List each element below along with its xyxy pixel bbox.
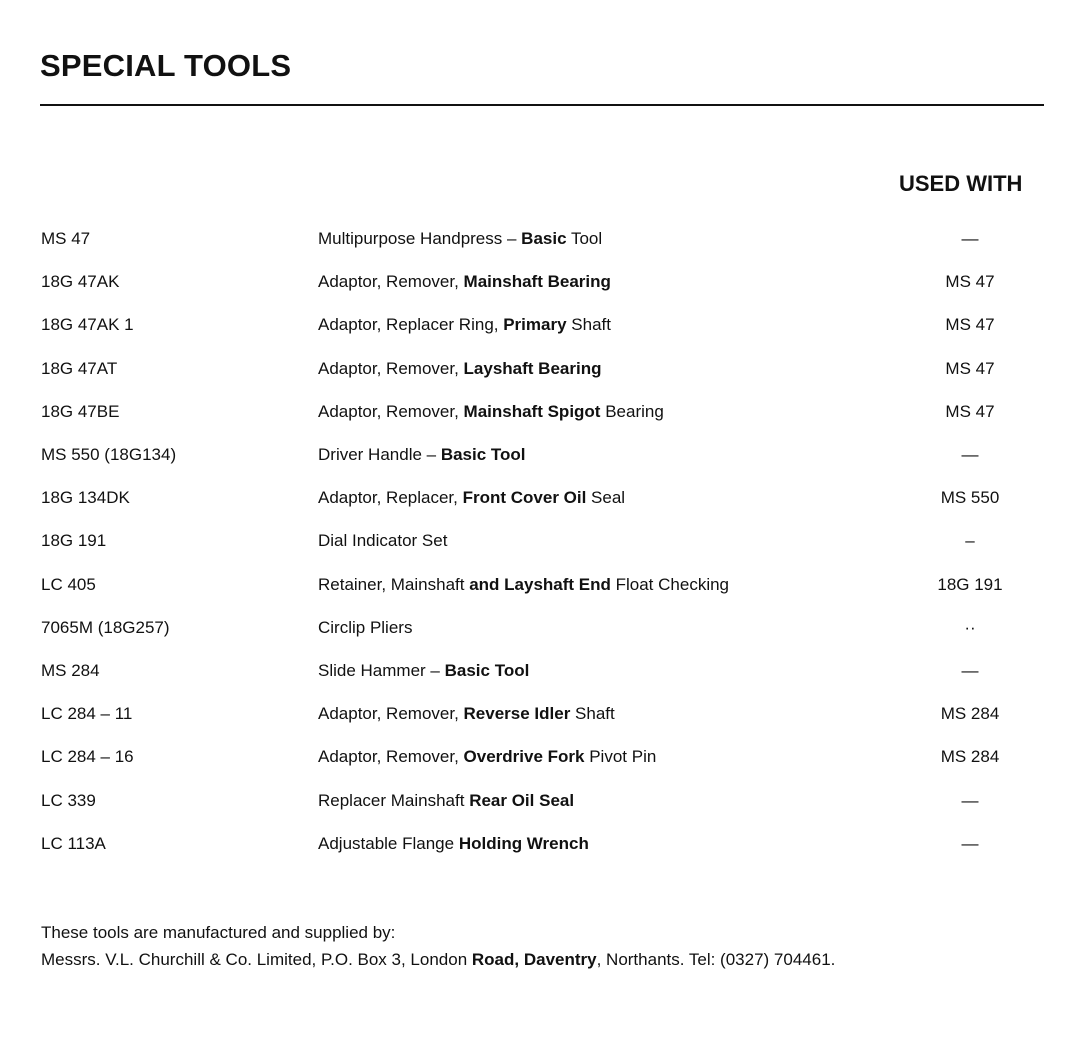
description-text: Adaptor, Remover, — [318, 704, 464, 723]
used-with-value: MS 284 — [940, 704, 1000, 723]
description-tail-text: Seal — [586, 488, 626, 507]
description-bold-text: Primary — [503, 315, 567, 334]
table-row — [0, 269, 1076, 295]
tool-description — [318, 226, 602, 252]
description-bold-text: Layshaft Bearing — [463, 359, 602, 378]
used-with-value: MS 47 — [945, 272, 995, 291]
description-bold-text: Basic Tool — [444, 661, 530, 680]
description-tail-text: Bearing — [600, 402, 664, 421]
description-bold-text: Front Cover Oil — [462, 488, 587, 507]
used-with-value: 18G 191 — [937, 575, 1003, 594]
description-bold-text: and Layshaft End — [469, 575, 611, 594]
description-bold-text: Overdrive Fork — [463, 747, 585, 766]
tool-description — [318, 356, 601, 382]
table-row — [0, 528, 1076, 554]
tool-description — [318, 528, 447, 554]
table-row — [0, 226, 1076, 252]
description-bold-text: Reverse Idler — [463, 704, 571, 723]
description-tail-text: Float Checking — [610, 575, 730, 594]
description-tail-text: Shaft — [570, 704, 615, 723]
description-bold-text: Basic — [521, 229, 567, 248]
part-number: MS 47 — [41, 229, 91, 248]
description-text: Adaptor, Remover, — [318, 272, 464, 291]
tool-description — [318, 442, 526, 468]
supplier-address-end: , Northants. Tel: (0327) 704461. — [596, 950, 836, 969]
supplier-address-bold: Road, Daventry — [471, 950, 597, 969]
tool-description — [318, 572, 729, 598]
description-bold-text: Mainshaft Spigot — [463, 402, 601, 421]
used-with-value: — — [961, 661, 979, 680]
table-row — [0, 615, 1076, 641]
tool-description — [318, 701, 615, 727]
tool-description — [318, 485, 625, 511]
tool-description — [318, 615, 412, 641]
used-with-value: MS 284 — [940, 747, 1000, 766]
supplier-address — [41, 946, 835, 973]
table-row — [0, 744, 1076, 770]
table-row — [0, 442, 1076, 468]
tool-description — [318, 399, 664, 425]
used-with-value: — — [961, 834, 979, 853]
part-number: 18G 191 — [41, 531, 107, 550]
table-row — [0, 831, 1076, 857]
supplier-address-start: Messrs. V.L. Churchill & Co. Limited, P.O. Box 3, London — [41, 950, 472, 969]
part-number: MS 550 (18G134) — [41, 445, 177, 464]
description-text: Circlip Pliers — [318, 618, 413, 637]
used-with-value: – — [965, 531, 975, 550]
description-bold-text: Basic Tool — [440, 445, 526, 464]
part-number: 18G 47AK — [41, 272, 120, 291]
description-text: Adaptor, Replacer, — [318, 488, 463, 507]
table-row — [0, 312, 1076, 338]
description-text: Slide Hammer – — [318, 661, 445, 680]
used-with-value: — — [961, 445, 979, 464]
table-row — [0, 701, 1076, 727]
part-number: 18G 134DK — [41, 488, 130, 507]
tool-description — [318, 831, 589, 857]
tool-description — [318, 312, 611, 338]
used-with-value: — — [961, 229, 979, 248]
table-row — [0, 572, 1076, 598]
description-text: Adaptor, Replacer Ring, — [318, 315, 504, 334]
description-bold-text: Holding Wrench — [458, 834, 589, 853]
table-row — [0, 399, 1076, 425]
part-number: MS 284 — [41, 661, 100, 680]
description-text: Adaptor, Remover, — [318, 402, 464, 421]
description-text: Multipurpose Handpress – — [318, 229, 522, 248]
used-with-value: MS 47 — [945, 402, 995, 421]
part-number: 7065M (18G257) — [41, 618, 170, 637]
description-text: Adaptor, Remover, — [318, 359, 464, 378]
used-with-heading: USED WITH — [899, 171, 1023, 196]
supplier-note — [41, 919, 835, 973]
part-number: 18G 47AT — [41, 359, 118, 378]
description-tail-text: Tool — [566, 229, 603, 248]
part-number: LC 405 — [41, 575, 96, 594]
used-with-value: — — [961, 791, 979, 810]
part-number: 18G 47BE — [41, 402, 120, 421]
used-with-value: MS 47 — [945, 359, 995, 378]
used-with-value: ·· — [964, 618, 976, 637]
tool-description — [318, 744, 656, 770]
description-text: Driver Handle – — [318, 445, 441, 464]
part-number: LC 284 – 11 — [41, 704, 133, 723]
description-bold-text: Mainshaft Bearing — [463, 272, 611, 291]
tool-description — [318, 788, 574, 814]
description-text: Retainer, Mainshaft — [318, 575, 470, 594]
used-with-value: MS 47 — [945, 315, 995, 334]
used-with-value: MS 550 — [940, 488, 1000, 507]
description-bold-text: Rear Oil Seal — [469, 791, 575, 810]
description-text: Adaptor, Remover, — [318, 747, 464, 766]
table-row — [0, 356, 1076, 382]
supplier-intro: These tools are manufactured and supplied by: — [41, 923, 396, 942]
part-number: LC 284 – 16 — [41, 747, 134, 766]
part-number: LC 113A — [41, 834, 106, 853]
table-row — [0, 658, 1076, 684]
tool-description — [318, 269, 611, 295]
part-number: 18G 47AK 1 — [41, 315, 134, 334]
description-text: Dial Indicator Set — [318, 531, 448, 550]
part-number: LC 339 — [41, 791, 96, 810]
page-title: SPECIAL TOOLS — [40, 48, 292, 83]
tool-description — [318, 658, 529, 684]
description-tail-text: Shaft — [566, 315, 611, 334]
description-tail-text: Pivot Pin — [584, 747, 657, 766]
table-row — [0, 788, 1076, 814]
description-text: Adjustable Flange — [318, 834, 459, 853]
table-row — [0, 485, 1076, 511]
description-text: Replacer Mainshaft — [318, 791, 470, 810]
